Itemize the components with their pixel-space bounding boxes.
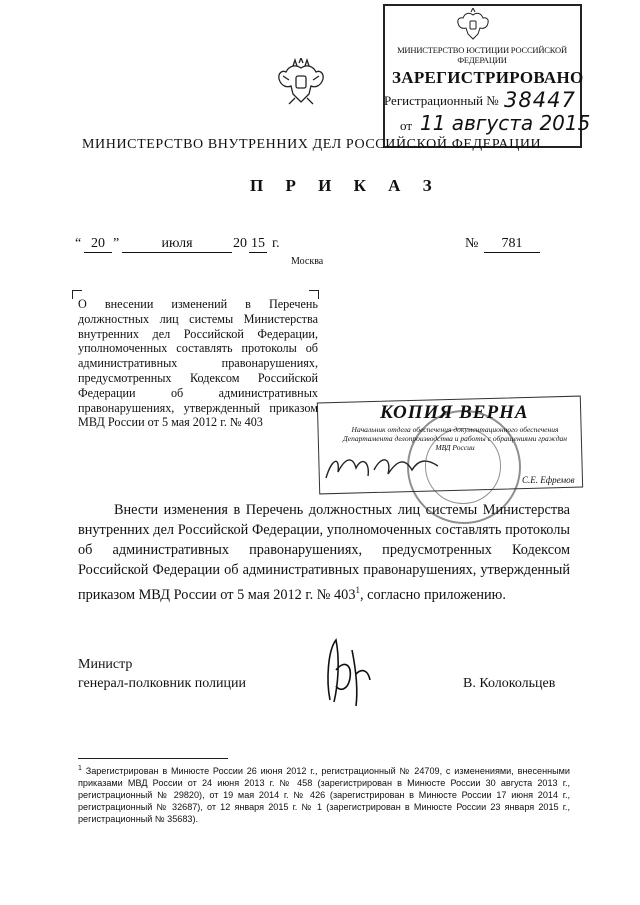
stamp-date-handwritten: 11 августа 2015 [420,111,591,135]
stamp-regnum-handwritten: 38447 [504,88,576,112]
order-year-prefix: 20 [233,236,247,251]
copy-stamp-name: С.Е. Ефремов [522,475,575,485]
order-number: 781 [484,236,540,253]
copy-stamp-signature [322,448,442,484]
date-open-quote: “ [75,236,82,251]
order-city: Москва [291,256,324,267]
order-title: П Р И К А З [250,176,441,195]
signatory-name: В. Колокольцев [463,676,556,691]
footnote-divider [78,758,228,759]
date-close-quote: ” [113,236,120,251]
signatory-rank: генерал-полковник полиции [78,676,247,691]
stamp-regnum-label: Регистрационный № [384,93,499,108]
order-year-suffix: 15 [251,236,265,251]
footnote-ref: 1 [355,585,360,595]
footnote-mark: 1 [78,765,82,772]
footnote-text: Зарегистрирован в Минюсте России 26 июня 2012 г., регистрационный № 24709, с изменениями, внесенными приказами МВД России от 24 июня 2013 г. № 458 (зарегистрирован в Минюсте России 30 августа 2013 г., регистрационный № 29820), от 19 мая 2014 г. № 426 (зарегистрирован в Минюсте России 17 июня 2014 г., регистрационный № 32687), от 12 января 2015 г. № 1 (зарегистрирован в Минюсте России 23 января 2015 г., регистрационный № 35683). [78,766,570,825]
stamp-ministry-name: МИНИСТЕРСТВО ЮСТИЦИИ РОССИЙСКОЙ ФЕДЕРАЦИИ [397,45,567,65]
copy-stamp-text: Начальник отдела обеспечения документационного обеспечения Департамента делопроизводства и работы с обращениями граждан МВД России [343,425,567,452]
order-body [78,500,570,605]
order-body-tail: , согласно приложению. [359,586,506,603]
order-day: 20 [84,236,112,253]
coat-of-arms-emblem [275,58,327,106]
footnote [78,763,570,825]
signatory-title: Министр [78,657,133,672]
order-subject: О внесении изменений в Перечень должностных лиц системы Министерства внутренних дел Российской Федерации, уполномоченных составлять протоколы об административных правонарушениях, предусмотренных Кодексом Российской Федерации об административных правонарушениях, утвержденный приказом МВД России от 5 мая 2012 г. № 403 [78,297,318,430]
copy-stamp-title: КОПИЯ ВЕРНА [380,402,529,423]
stamp-from-label: от [400,118,413,133]
ministry-header: МИНИСТЕРСТВО ВНУТРЕННИХ ДЕЛ РОССИЙСКОЙ ФЕДЕРАЦИИ [82,137,542,152]
order-body-text: Внести изменения в Перечень должностных лиц системы Министерства внутренних дел Российской Федерации, уполномоченных составлять протоколы об административных правонарушениях, предусмотренных Кодексом Российской Федерации об административных правонарушениях, утвержденный приказом МВД России от 5 мая 2012 г. № 403 [78,502,570,603]
minister-signature [316,630,376,710]
order-number-label: № [465,236,479,251]
order-month: июля [122,236,232,253]
stamp-registered-label: ЗАРЕГИСТРИРОВАНО [392,68,584,87]
order-year-unit: г. [272,236,280,251]
stamp-emblem-icon [455,8,491,42]
